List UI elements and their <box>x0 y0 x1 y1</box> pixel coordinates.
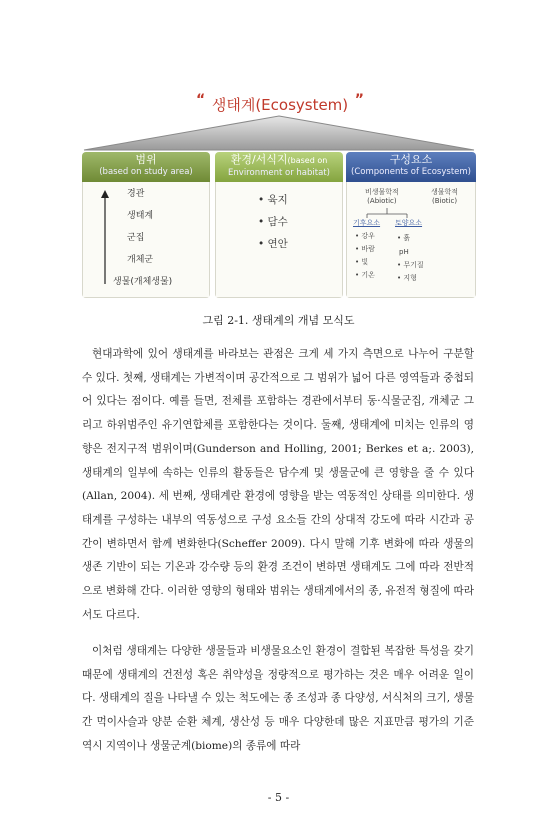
figure-title: 생태계(Ecosystem) <box>211 96 349 114</box>
biotic-label: 생물학적 (Biotic) <box>431 188 459 205</box>
quote-mark-icon: ” <box>354 92 364 108</box>
habitat-column-body <box>215 182 343 298</box>
scope-column <box>82 152 210 298</box>
components-column-body <box>346 182 476 298</box>
scope-item: 생물(개체생물) <box>113 277 173 287</box>
habitat-subtitle: Environment or habitat) <box>228 168 330 178</box>
scope-item: 군집 <box>127 233 145 243</box>
quote-mark-icon: “ <box>196 92 206 108</box>
soil-label: 토양요소 <box>395 219 423 227</box>
up-arrow-icon <box>99 190 111 286</box>
habitat-title-suffix: (based on <box>287 156 328 165</box>
habitat-title-line <box>215 153 343 167</box>
scope-column-body <box>82 182 210 298</box>
components-column-header <box>346 152 476 182</box>
habitat-item: • 연안 <box>258 238 288 250</box>
abiotic-label: 비생물학적 (Abiotic) <box>365 188 399 205</box>
scope-subtitle: (based on study area) <box>99 167 193 177</box>
habitat-title: 환경/서식지 <box>230 153 288 166</box>
scope-title: 범위 <box>135 153 157 166</box>
paragraph-1: 현대과학에 있어 생태계를 바라보는 관점은 크게 세 가지 측면으로 나누어 구분할 수 있다. 첫째, 생태계는 가변적이며 공간적으로 그 범위가 넓어 다른 영역들과 중첩되어 있다는 점이다. 예를 들면, 전체를 포함하는 경관에서부터 동·식물군집, 개체군 그리고 하위범주인 유기연합체를 포함한다는 것이다. 둘째, 생태계에 미치는 인류의 영향은 전지구적 범위이며(Gunderson and Holling, 2001; Berkes et a;. 2003), 생태계의 일부에 속하는 인류의 활동들은 담수계 및 생물군에 큰 영향을 줄 수 있다(Allan, 2004). 세 번째, 생태계란 환경에 영향을 받는 역동적인 상태를 의미한다. 생태계를 구성하는 내부의 역동성으로 구성 요소들 간의 상대적 강도에 따라 시간과 공간이 변하면서 함께 변화한다(Scheffer 2009). 다시 말해 기후 변화에 따라 생물의 생존 기반이 되는 기온과 강수량 등의 환경 조건이 변하면 생태계도 그에 따라 전반적으로 변화해 간다. 이러한 영향의 형태와 범위는 생태계에서의 종, 유전적 형질에 따라서도 다르다. <box>82 348 474 621</box>
habitat-item: • 육지 <box>258 194 288 206</box>
soil-item: • 흙 <box>397 234 411 242</box>
climate-item: • 강우 <box>355 232 375 240</box>
components-subtitle: (Components of Ecosystem) <box>351 167 471 177</box>
scope-item: 생태계 <box>127 211 154 221</box>
climate-label: 기후요소 <box>353 219 381 227</box>
climate-item: • 빛 <box>355 258 369 266</box>
paragraph-2: 이처럼 생태계는 다양한 생물들과 비생물요소인 환경이 결합된 복잡한 특성을 갖기 때문에 생태계의 건전성 혹은 취약성을 정량적으로 평가하는 것은 매우 어려운 일이다. 생태계의 질을 나타낼 수 있는 척도에는 종 조성과 종 다양성, 서식처의 크기, 생물간 먹이사슬과 양분 순환 체계, 생산성 등 매우 다양한데 많은 지표만큼 평가의 기준 역시 지역이나 생물군계(biome)의 종류에 따라 <box>82 645 474 752</box>
habitat-item: • 담수 <box>258 216 288 228</box>
figure-title-wrap <box>196 90 364 116</box>
climate-item: • 바람 <box>355 245 375 253</box>
figure-caption: 그림 2-1. 생태계의 개념 모식도 <box>202 314 355 327</box>
page-number: - 5 - <box>267 791 290 804</box>
soil-item: • 지형 <box>397 274 417 282</box>
ecosystem-figure <box>82 84 476 298</box>
climate-item: • 기온 <box>355 271 375 279</box>
roof-shape <box>82 114 476 154</box>
scope-item: 경관 <box>127 189 145 199</box>
soil-item: • 무기질 <box>397 261 424 269</box>
soil-item: pH <box>399 248 409 256</box>
scope-item: 개체군 <box>127 255 154 265</box>
habitat-column-header <box>215 152 343 182</box>
scope-column-header <box>82 152 210 182</box>
components-column <box>346 152 476 298</box>
components-title: 구성요소 <box>389 153 433 166</box>
habitat-column <box>215 152 343 298</box>
